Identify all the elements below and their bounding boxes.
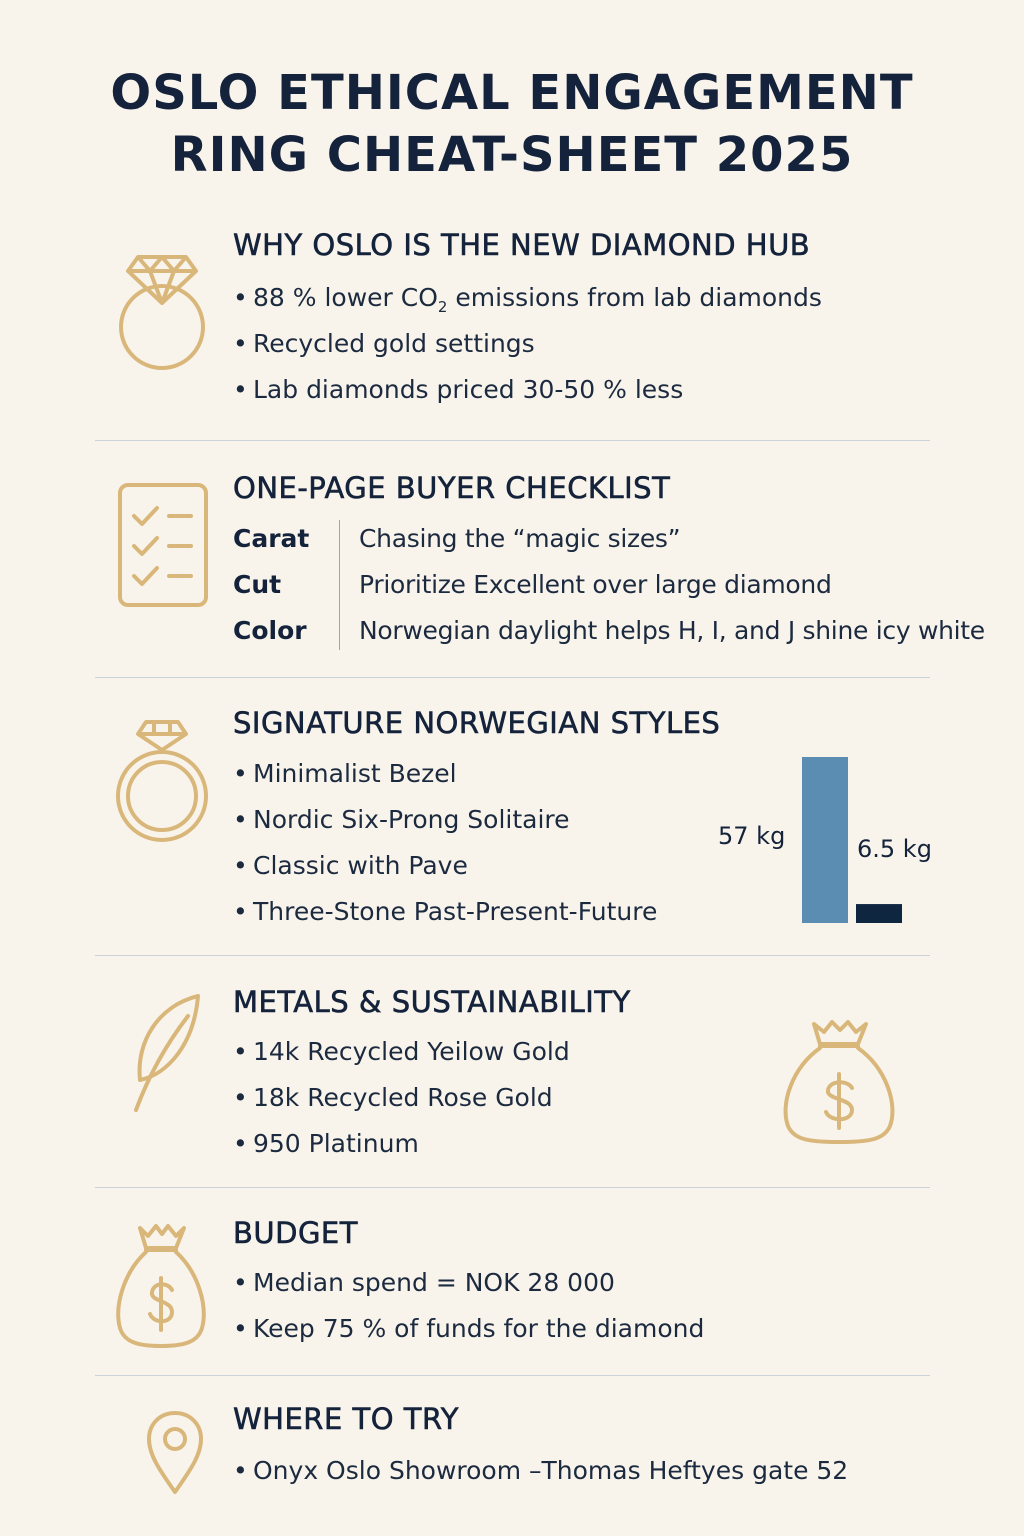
list-item: • 18k Recycled Rose Gold bbox=[233, 1083, 553, 1112]
where-bullet-list bbox=[233, 1448, 848, 1494]
checklist-icon bbox=[117, 482, 209, 608]
checklist-term: Cut bbox=[233, 570, 282, 599]
checklist-separator bbox=[339, 520, 340, 650]
money-bag-icon bbox=[112, 1222, 210, 1350]
budget-bullet-list bbox=[233, 1260, 704, 1352]
checklist-heading: ONE-PAGE BUYER CHECKLIST bbox=[233, 471, 671, 505]
list-item: • Median spend = NOK 28 000 bbox=[233, 1268, 615, 1297]
ring-icon bbox=[113, 716, 211, 844]
metals-heading: METALS & SUSTAINABILITY bbox=[233, 985, 631, 1019]
list-item: • Recycled gold settings bbox=[233, 329, 535, 358]
metals-bullet-list bbox=[233, 1029, 570, 1167]
bar-1 bbox=[856, 904, 902, 923]
diamond-ring-icon bbox=[112, 245, 212, 370]
where-heading: WHERE TO TRY bbox=[233, 1402, 459, 1436]
list-item: • 950 Platinum bbox=[233, 1129, 419, 1158]
divider bbox=[95, 1187, 930, 1188]
bar-data-label: 6.5 kg bbox=[857, 835, 932, 863]
list-item: • 14k Recycled Yeilow Gold bbox=[233, 1037, 570, 1066]
why-bullet-list bbox=[233, 275, 822, 413]
emissions-bar-chart bbox=[700, 740, 940, 930]
bar-0 bbox=[802, 757, 848, 923]
checklist-desc: Norwegian daylight helps H, I, and J shine icy white bbox=[359, 616, 985, 645]
checklist-desc: Chasing the “magic sizes” bbox=[359, 524, 681, 553]
bar-data-label: 57 kg bbox=[718, 822, 786, 850]
checklist-term: Carat bbox=[233, 524, 310, 553]
money-bag-icon bbox=[778, 1016, 900, 1148]
leaf-icon bbox=[128, 992, 206, 1114]
list-item: • Onyx Oslo Showroom –Thomas Heftyes gate 52 bbox=[233, 1456, 849, 1485]
checklist-term: Color bbox=[233, 616, 307, 645]
list-item: • Classic with Pave bbox=[233, 851, 468, 880]
divider bbox=[95, 677, 930, 678]
list-item: • Lab diamonds priced 30-50 % less bbox=[233, 375, 684, 404]
page-title bbox=[0, 62, 1024, 186]
divider bbox=[95, 1375, 930, 1376]
divider bbox=[95, 955, 930, 956]
why-heading: WHY OSLO IS THE NEW DIAMOND HUB bbox=[233, 228, 811, 262]
divider bbox=[95, 440, 930, 441]
location-pin-icon bbox=[146, 1410, 204, 1496]
page-title-line2: RING CHEAT-SHEET 2025 bbox=[170, 127, 854, 183]
budget-heading: BUDGET bbox=[233, 1216, 358, 1250]
page-title-line1: OSLO ETHICAL ENGAGEMENT bbox=[110, 65, 914, 121]
styles-heading: SIGNATURE NORWEGIAN STYLES bbox=[233, 706, 721, 740]
list-item: • Minimalist Bezel bbox=[233, 759, 457, 788]
list-item: • Three-Stone Past-Present-Future bbox=[233, 897, 658, 926]
list-item: • 88 % lower $CO_2$ emissions from lab diamonds bbox=[233, 283, 822, 316]
list-item: • Keep 75 % of funds for the diamond bbox=[233, 1314, 705, 1343]
styles-bullet-list bbox=[233, 751, 657, 935]
checklist-desc: Prioritize Excellent over large diamond bbox=[359, 570, 832, 599]
list-item: • Nordic Six-Prong Solitaire bbox=[233, 805, 570, 834]
